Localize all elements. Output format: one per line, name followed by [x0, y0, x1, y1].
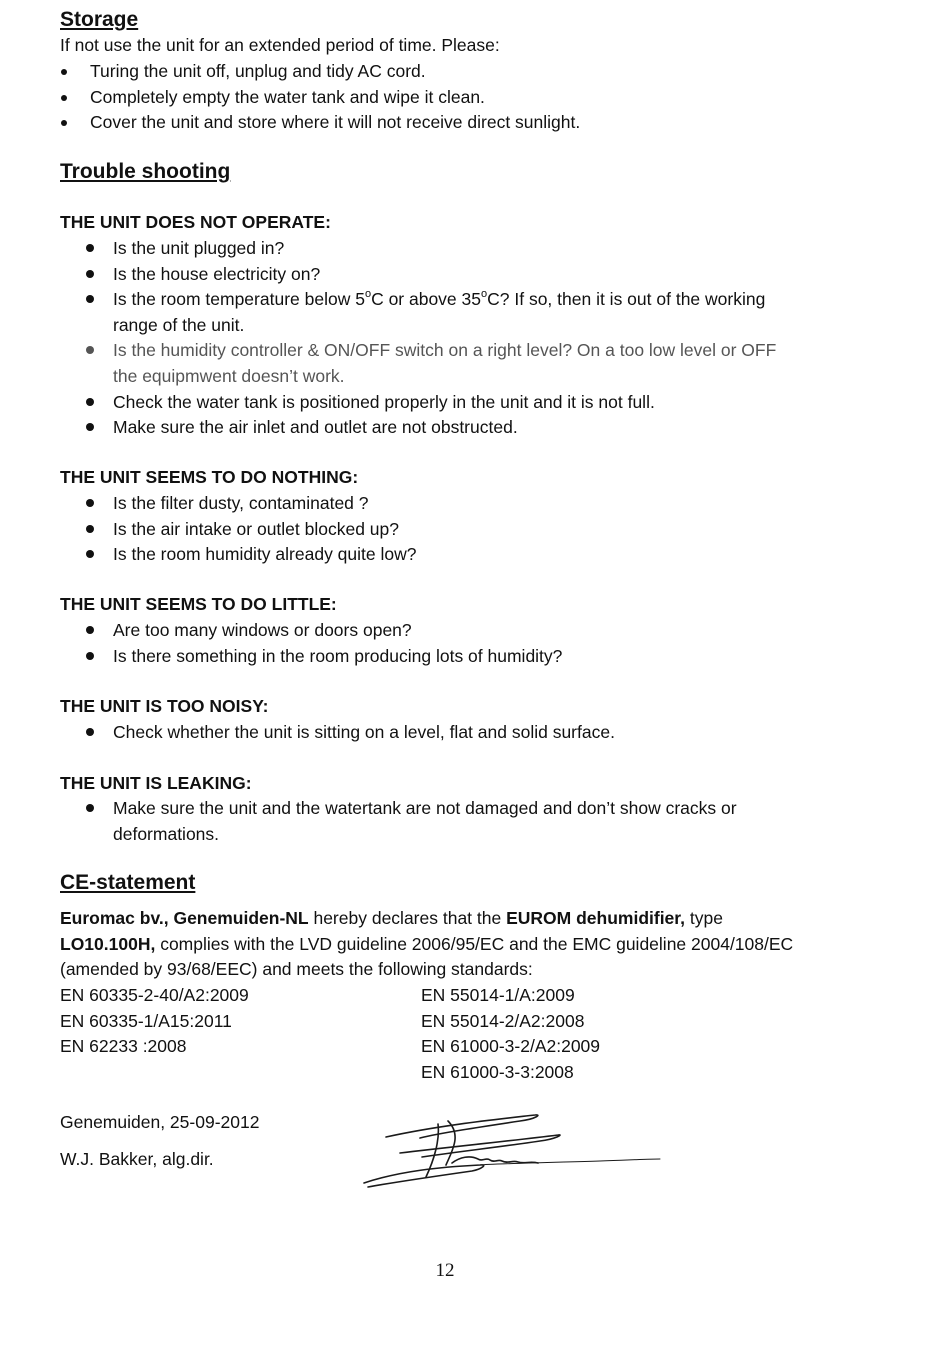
bullet-icon	[86, 728, 94, 736]
bullet-icon	[86, 499, 94, 507]
list-item: Is the room humidity already quite low?	[0, 542, 900, 568]
ce-declaration: Euromac bv., Genemuiden-NL hereby declares that the EUROM dehumidifier, type LO10.100H, complies with the LVD guideline 2006/95/EC and the EMC guideline 2004/108/EC (amended by 93/68/EEC) and meets the following standards:	[60, 908, 794, 980]
list-item: Check whether the unit is sitting on a level, flat and solid surface.	[0, 720, 900, 746]
list-item: Is the air intake or outlet blocked up?	[0, 517, 900, 543]
storage-list	[0, 59, 580, 136]
list-item: Is the room temperature below 5$^o$C or above 35$^o$C? If so, then it is out of the working range of the unit.	[0, 287, 900, 338]
list-item: Are too many windows or doors open?	[0, 618, 900, 644]
signatory: W.J. Bakker, alg.dir.	[60, 1149, 214, 1169]
list-item: Completely empty the water tank and wipe it clean.	[0, 85, 580, 111]
standard-right: EN 55014-1/A:2009	[421, 985, 575, 1005]
standard-left: EN 60335-2-40/A2:2009	[60, 985, 249, 1005]
subheading-seems-little: THE UNIT SEEMS TO DO LITTLE:	[60, 594, 337, 614]
standard-right: EN 61000-3-2/A2:2009	[421, 1036, 601, 1057]
list-item: Is the unit plugged in?	[0, 236, 900, 262]
subheading-leaking: THE UNIT IS LEAKING:	[60, 773, 252, 793]
bullet-icon	[86, 550, 94, 558]
bullet-icon	[86, 804, 94, 812]
bullet-icon	[61, 69, 67, 75]
bullet-icon	[86, 525, 94, 533]
list-item: Is the humidity controller & ON/OFF switch on a right level? On a too low level or OFF the equipmwent doesn’t work.	[0, 338, 900, 389]
storage-intro: If not use the unit for an extended period of time. Please:	[60, 35, 500, 55]
standards-row	[60, 1034, 760, 1060]
bullet-icon	[61, 120, 67, 126]
bullet-icon	[86, 346, 94, 354]
list-item: Cover the unit and store where it will not receive direct sunlight.	[0, 110, 580, 136]
standard-left: EN 62233 :2008	[60, 1036, 187, 1057]
page-number: 12	[435, 1260, 455, 1281]
bullet-icon	[61, 95, 67, 101]
list-item: Turing the unit off, unplug and tidy AC cord.	[0, 59, 580, 85]
list-item: Is the house electricity on?	[0, 262, 900, 288]
seems-nothing-list	[0, 491, 900, 568]
standards-row	[60, 1060, 760, 1086]
bullet-icon	[86, 398, 94, 406]
bullet-icon	[86, 652, 94, 660]
standard-right: EN 61000-3-3:2008	[421, 1061, 574, 1082]
list-item: Is the filter dusty, contaminated ?	[0, 491, 900, 517]
subheading-does-not-operate: THE UNIT DOES NOT OPERATE:	[60, 212, 331, 232]
company-name: Euromac bv., Genemuiden-NL	[60, 908, 309, 928]
does-not-operate-list	[0, 236, 900, 441]
standard-right: EN 55014-2/A2:2008	[421, 1010, 585, 1031]
product-name: EUROM dehumidifier,	[506, 908, 685, 928]
bullet-icon	[86, 295, 94, 303]
subheading-seems-nothing: THE UNIT SEEMS TO DO NOTHING:	[60, 467, 359, 487]
list-item: Make sure the unit and the watertank are not damaged and don’t show cracks or deformations.	[0, 796, 900, 847]
standards-list	[60, 983, 760, 1085]
product-type: LO10.100H,	[60, 933, 156, 954]
standards-row	[60, 1009, 760, 1035]
standard-left: EN 60335-1/A15:2011	[60, 1010, 232, 1031]
too-noisy-list	[0, 720, 900, 746]
place-date: Genemuiden, 25-09-2012	[60, 1112, 260, 1132]
trouble-heading: Trouble shooting	[60, 160, 231, 183]
list-item: Check the water tank is positioned properly in the unit and it is not full.	[0, 390, 900, 416]
bullet-icon	[86, 626, 94, 634]
list-item: Make sure the air inlet and outlet are not obstructed.	[0, 415, 900, 441]
ce-heading: CE-statement	[60, 871, 196, 894]
bullet-icon	[86, 244, 94, 252]
seems-little-list	[0, 618, 900, 669]
list-item: Is there something in the room producing lots of humidity?	[0, 644, 900, 670]
leaking-list	[0, 796, 900, 847]
signature-image	[360, 1105, 670, 1195]
standards-row	[60, 983, 760, 1009]
bullet-icon	[86, 423, 94, 431]
storage-heading: Storage	[60, 8, 139, 31]
bullet-icon	[86, 270, 94, 278]
subheading-too-noisy: THE UNIT IS TOO NOISY:	[60, 696, 269, 716]
